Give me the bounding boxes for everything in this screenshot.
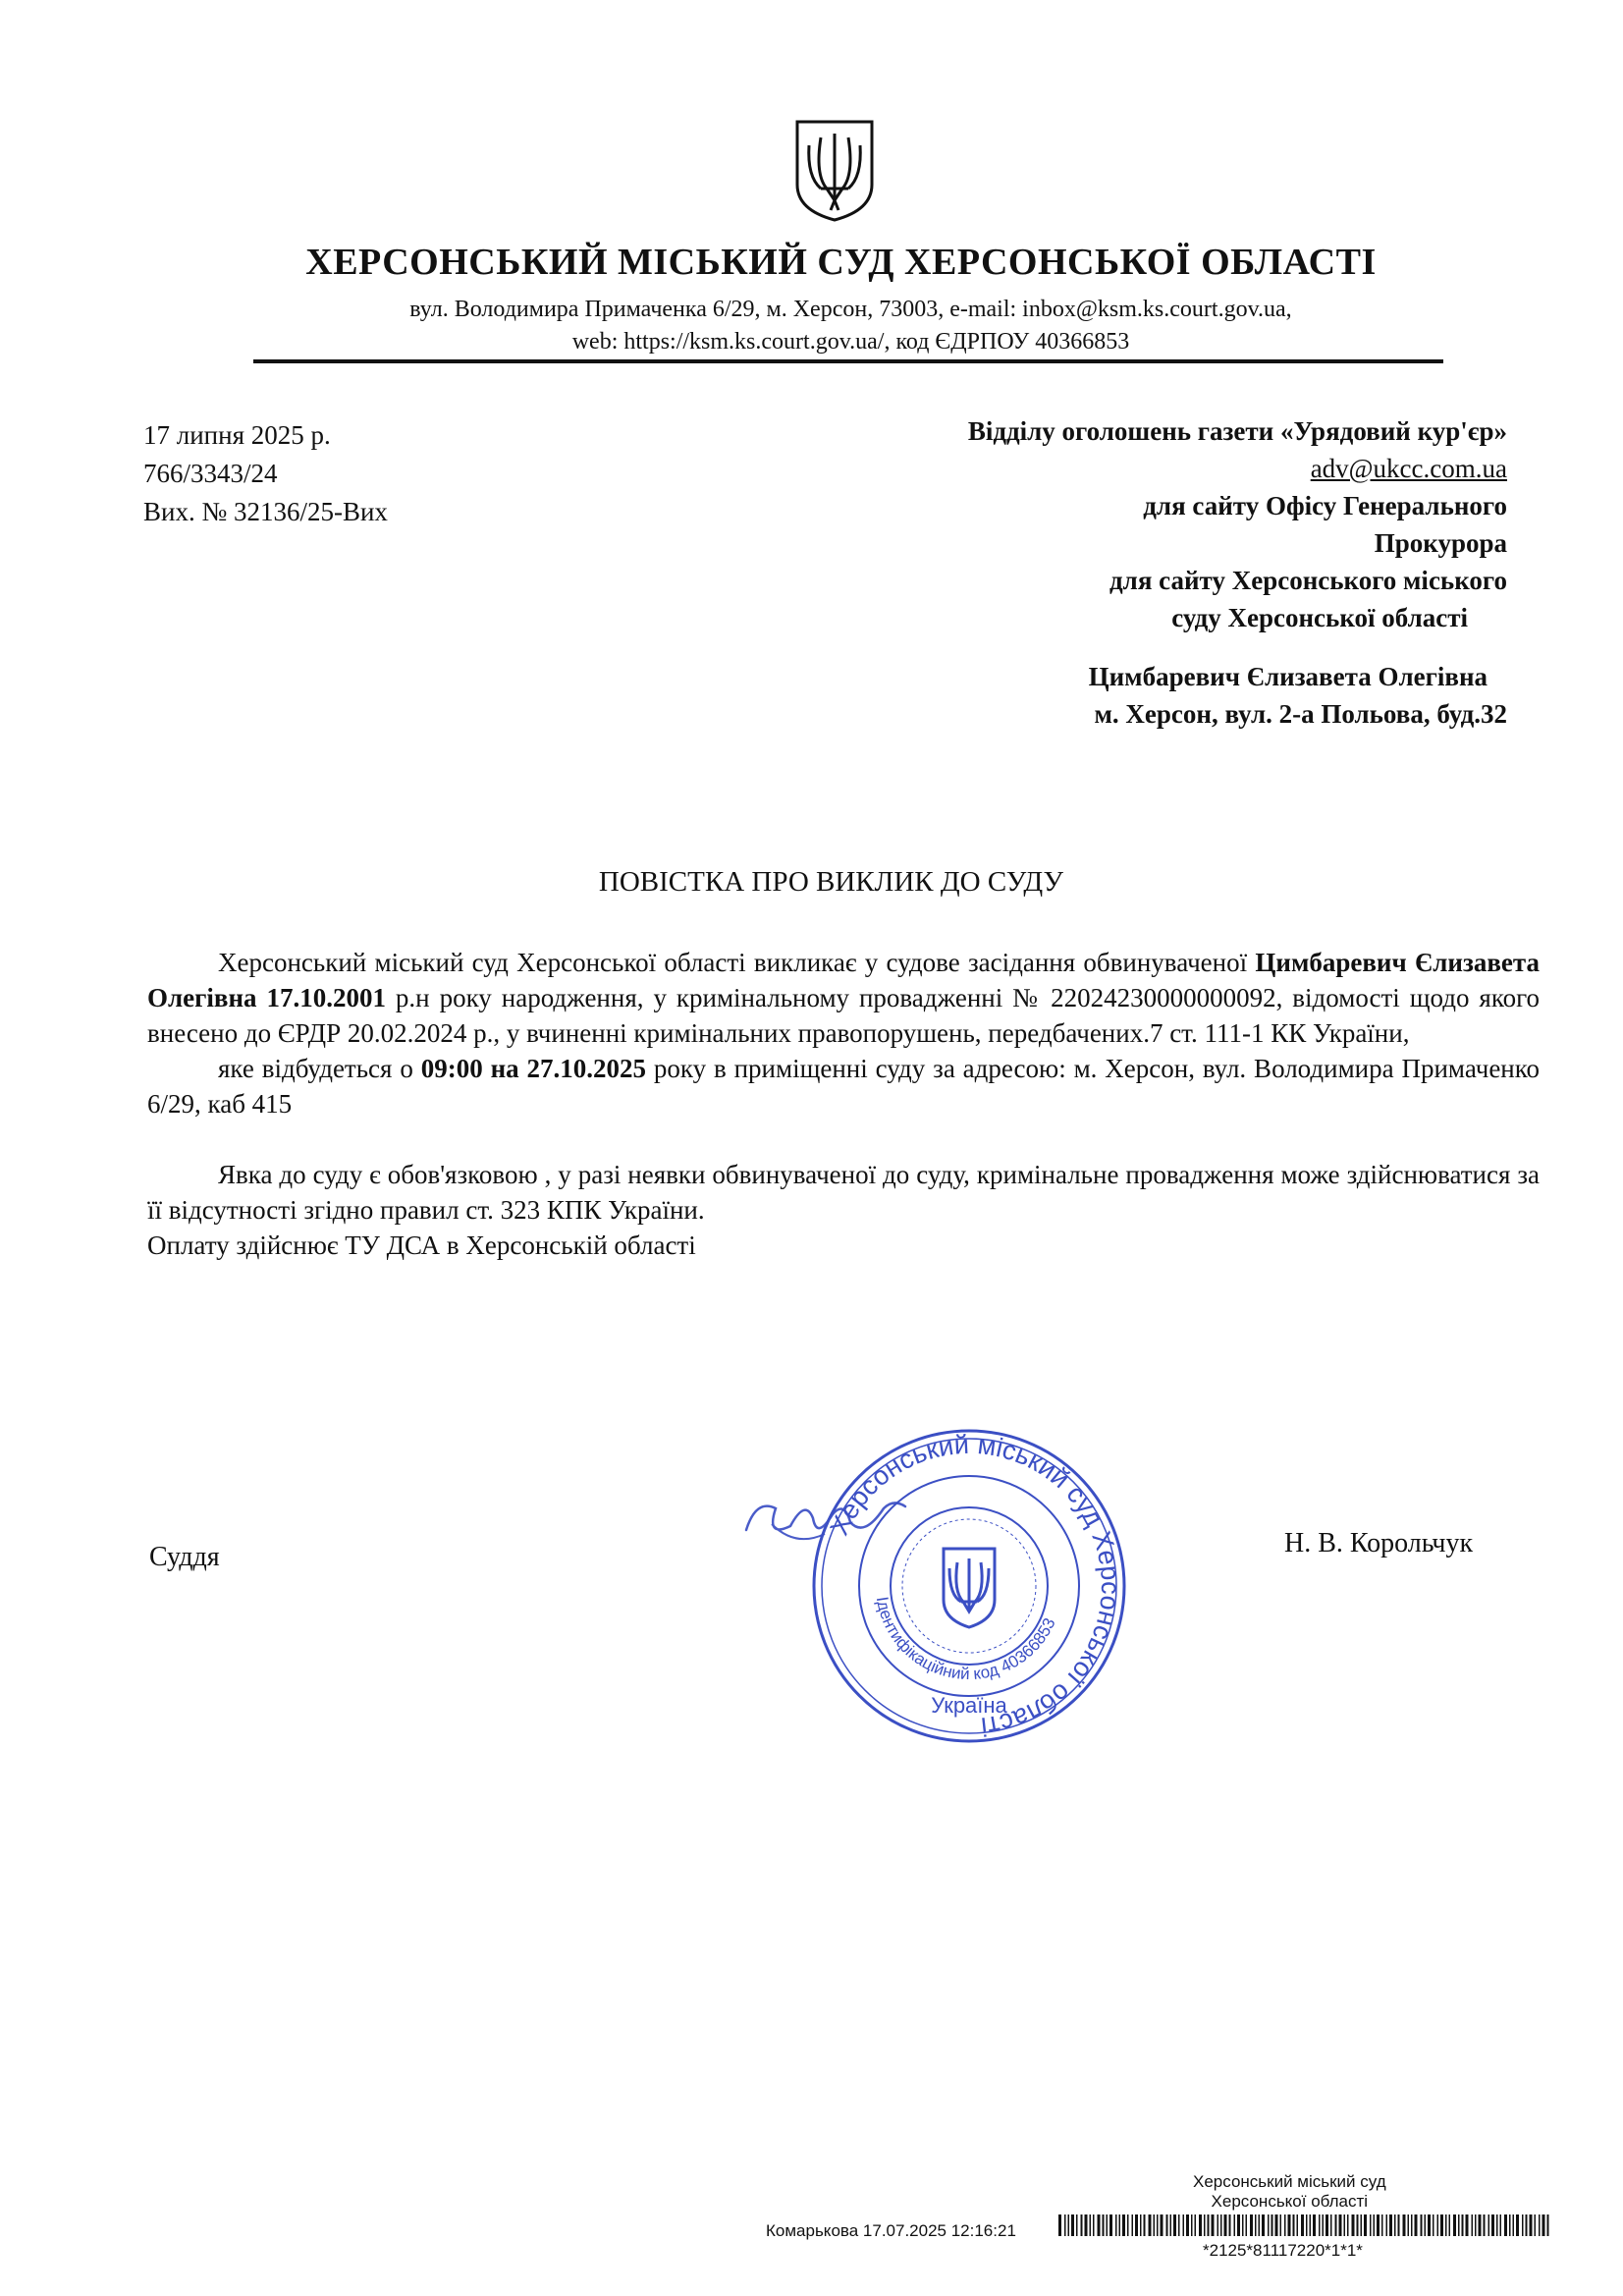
court-address-line: вул. Володимира Примаченка 6/29, м. Херсон, 73003, e-mail: inbox@ksm.ks.court.gov.ua, xyxy=(409,297,1292,322)
stamp-bottom-text: Україна xyxy=(931,1693,1007,1718)
stamp-outer-text: Херсонський міський суд Херсонської області xyxy=(824,1429,1126,1742)
case-number: 766/3343/24 xyxy=(143,459,278,488)
court-stamp xyxy=(809,1426,1129,1746)
summons-paragraph-accused: Херсонський міський суд Херсонської області викликає у судове засідання обвинуваченої Цимбаревич Єлизавета Олегівна 17.10.2001 р.н року народження, у кримінальному провадженні № 22024230000000092, відомості щодо якого внесено до ЄРДР 20.02.2024 р., у вчиненні кримінальних правопорушень, передбачених.7 ст. 111-1 КК України, xyxy=(147,948,1540,1048)
document-info xyxy=(143,416,388,531)
summons-title: ПОВІСТКА ПРО ВИКЛИК ДО СУДУ xyxy=(598,866,1064,898)
recipient-prosecutor-line1: для сайту Офісу Генерального xyxy=(1143,491,1507,520)
judge-name: Н. В. Корольчук xyxy=(1284,1528,1474,1558)
outgoing-number: Вих. № 32136/25-Вих xyxy=(143,497,388,526)
court-web-line: web: https://ksm.ks.court.gov.ua/, код ЄДРПОУ 40366853 xyxy=(571,329,1130,355)
footer-court-name: Херсонський міський суд Херсонської області xyxy=(1193,2172,1386,2211)
judge-label: Суддя xyxy=(149,1542,220,1572)
hearing-datetime: 09:00 на 27.10.2025 xyxy=(420,1054,646,1083)
summons-body xyxy=(147,945,1540,1263)
accused-name: Цимбаревич Єлизавета Олегівна 17.10.2001 xyxy=(147,948,1540,1012)
recipient-court-site-line2: суду Херсонської області xyxy=(1171,603,1468,632)
recipient-prosecutor-line2: Прокурора xyxy=(1374,528,1507,558)
header-divider xyxy=(253,359,1443,363)
recipient-court-site-line1: для сайту Херсонського міського xyxy=(1109,566,1507,595)
recipient-person-name: Цимбаревич Єлизавета Олегівна xyxy=(1088,662,1488,691)
recipient-newspaper: Відділу оголошень газети «Урядовий кур'єр» xyxy=(967,416,1507,446)
court-title: ХЕРСОНСЬКИЙ МІСЬКИЙ СУД ХЕРСОНСЬКОЇ ОБЛАСТІ xyxy=(305,242,1377,283)
recipients-block xyxy=(968,412,1507,733)
document-barcode xyxy=(1058,2214,1551,2244)
footer-operator-timestamp: Комарькова 17.07.2025 12:16:21 xyxy=(766,2221,1016,2240)
stamp-trident-icon xyxy=(944,1549,995,1627)
stamp-inner-text: Ідентифікаційний код 40366853 xyxy=(872,1595,1059,1684)
summons-paragraph-hearing: яке відбудеться о 09:00 на 27.10.2025 року в приміщенні суду за адресою: м. Херсон, вул. Володимира Примаченко 6/29, каб 415 xyxy=(147,1054,1540,1119)
summons-paragraph-payment: Оплату здійснює ТУ ДСА в Херсонській області xyxy=(147,1230,696,1260)
recipient-person-address: м. Херсон, вул. 2-а Польова, буд.32 xyxy=(1094,699,1507,729)
recipient-email-link[interactable]: adv@ukcc.com.ua xyxy=(1310,454,1507,483)
document-date: 17 липня 2025 р. xyxy=(143,420,331,450)
coat-of-arms-icon xyxy=(791,116,878,224)
summons-paragraph-attendance: Явка до суду є обов'язковою , у разі неявки обвинуваченої до суду, кримінальне провадження може здійснюватися за її відсутності згідно правил ст. 323 КПК України. xyxy=(147,1160,1540,1225)
barcode-code: *2125*81117220*1*1* xyxy=(1203,2241,1363,2260)
